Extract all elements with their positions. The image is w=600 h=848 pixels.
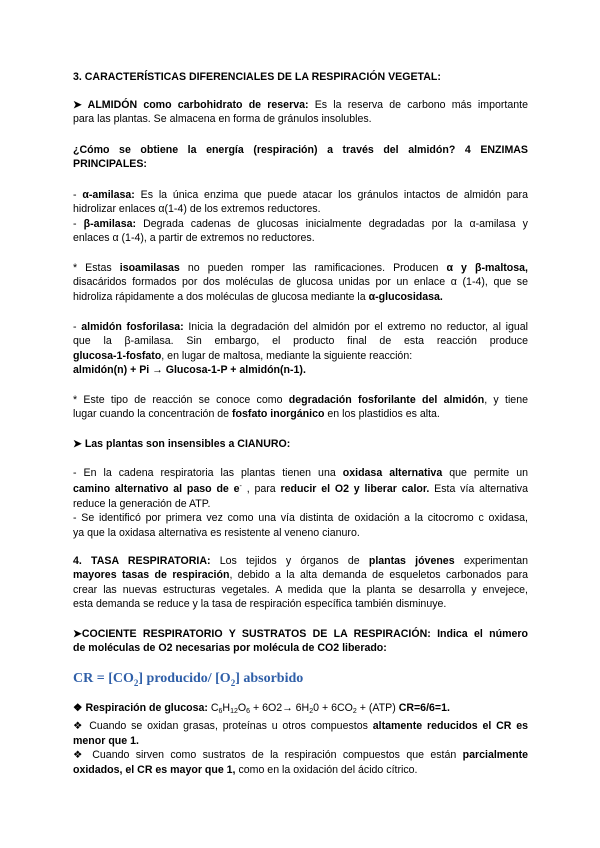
cr-formula: CR = $[CO_2]$ producido/ $[O_2]$ absorbido	[73, 671, 304, 688]
bullet-oxidados: ❖ Cuando sirven como sustratos de la respiración compuestos que están parcialmente	[73, 749, 528, 762]
fosforilasa-paragraph: - almidón fosforilasa: Inicia la degradación del almidón por el extremo no reductor, al igual que la β-amilasa. Sin embargo, el producto final de esta reacción produce glucosa-1-fosfato, en lugar de maltosa, mediante la siguiente reacción: almidón(n) + Pi → Glucosa-1-P + almidón(n-1).	[73, 321, 529, 377]
bullet-grasas: ❖ Cuando se oxidan grasas, proteínas u otros compuestos altamente reducidos el CR es	[73, 720, 529, 733]
bullet-list: ❖ Respiración de glucosa: $C_6H_{12}O_6 + 6O2\to 6H_20 + 6CO_2 + (ATP)$ CR=6/6=1. ❖ Cuando se oxidan grasas, proteínas u otros compuestos altamente reducidos el CR es menor que 1. ❖ Cuando sirven como sustratos de la respiración compuestos que están parcialmente oxidados, el CR es mayor que 1, como en la oxidación del ácido cítrico.	[73, 702, 529, 776]
tipo-paragraph: * Este tipo de reacción se conoce como degradación fosforilante del almidón, y tiene lugar cuando la concentración de fosfato inorgánico en los plastidios es alta.	[73, 394, 528, 421]
cianuro-heading: ➤ Las plantas son insensibles a CIANURO:	[73, 438, 291, 450]
isoamilasa-paragraph: * Estas isoamilasas no pueden romper las ramificaciones. Producen α y β-maltosa, disacáridos formados por dos moléculas de glucosa unidas por un enlace α (1-4), que se hidroliza rápidamente a dos moléculas de glucosa mediante la α-glucosidasa.	[73, 262, 528, 303]
almidon-paragraph: ➤ ALMIDÓN como carbohidrato de reserva: Es la reserva de carbono más importante para las plantas. Se almacena en forma de gránulos insolubles.	[73, 99, 528, 126]
section-heading: 3. CARACTERÍSTICAS DIFERENCIALES DE LA RESPIRACIÓN VEGETAL:	[73, 71, 441, 83]
beta-amilasa-item: - β-amilasa: Degrada cadenas de glucosas inicialmente degradadas por la α-amilasa y	[73, 217, 528, 230]
tasa-paragraph: 4. TASA RESPIRATORIA: Los tejidos y órganos de plantas jóvenes experimentan mayores tasas de respiración, debido a la alta demanda de esqueletos carbonados para crear las nuevas estructuras vegetales. A medida que la planta se desarrolla y envejece, esta demanda se reduce y la tasa de respiración específica también disminuye.	[73, 555, 529, 611]
question-heading: ¿Cómo se obtiene la energía (respiración) a través del almidón? 4 ENZIMAS PRINCIPALES:	[73, 144, 528, 171]
cociente-heading: ➤COCIENTE RESPIRATORIO Y SUSTRATOS DE LA RESPIRACIÓN: Indica el número de moléculas de O2 necesarias por molécula de CO2 liberado:	[73, 628, 528, 655]
reaction-equation: almidón(n) + Pi → Glucosa-1-P + almidón(n-1).	[73, 364, 306, 377]
enzyme-list: - α-amilasa: Es la única enzima que puede atacar los gránulos intactos de almidón para hidrolizar enlaces α(1-4) de los extremos reductores. - β-amilasa: Degrada cadenas de glucosas inicialmente degradadas por la α-amilasa y enlaces α (1-4), a partir de extremos no reductores.	[73, 189, 528, 245]
cianuro-paragraph: - En la cadena respiratoria las plantas tienen una oxidasa alternativa que permite un camino alternativo al paso de e- , para reducir el O2 y liberar calor. Esta vía alternativa reduce la generación de ATP. - Se identificó por primera vez como una vía distinta de oxidación a la citocromo c oxidasa, ya que la oxidasa alternativa es resistente al veneno cianuro.	[73, 467, 529, 539]
bullet-glucosa: ❖ Respiración de glucosa: $C_6H_{12}O_6 + 6O2\to 6H_20 + 6CO_2 + (ATP)$ CR=6/6=1.	[73, 702, 450, 715]
alfa-amilasa-item: - α-amilasa: Es la única enzima que puede atacar los gránulos intactos de almidón para	[73, 189, 528, 201]
